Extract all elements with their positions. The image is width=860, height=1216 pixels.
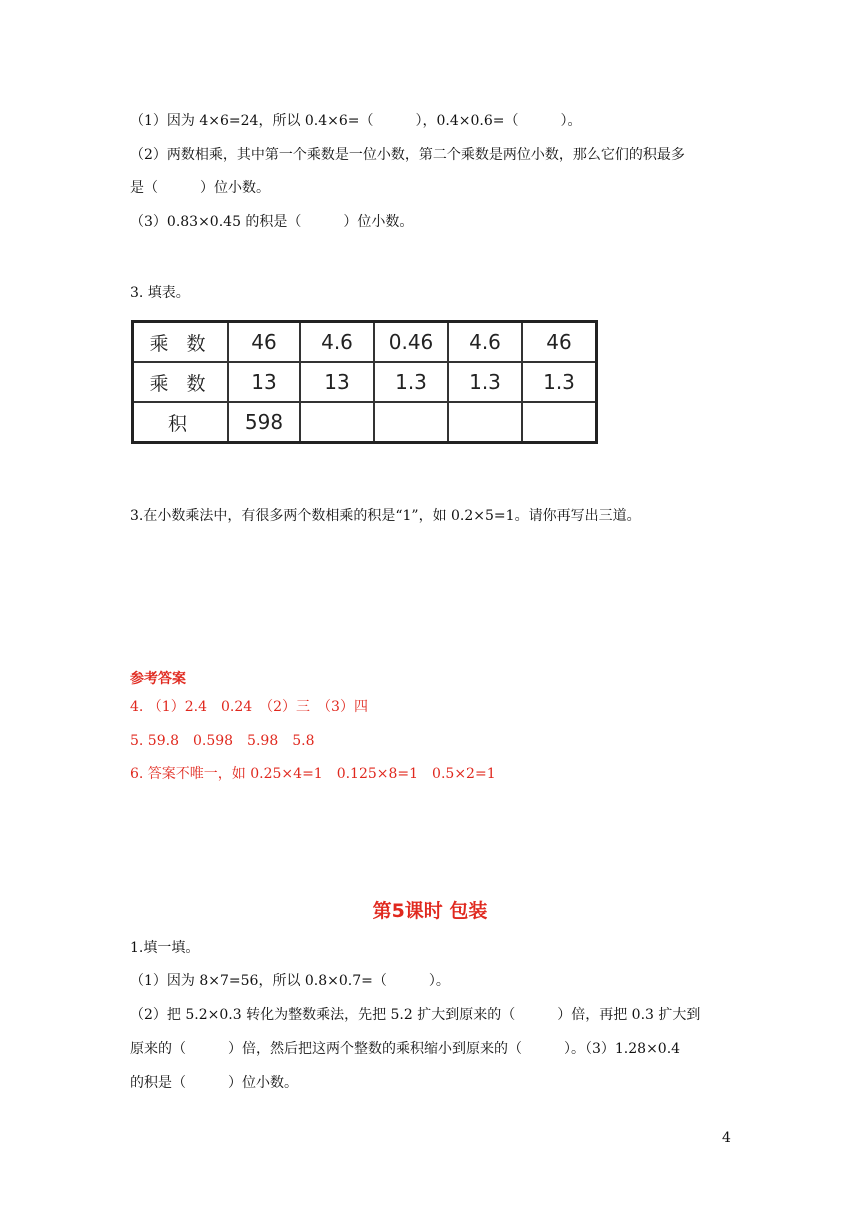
row-label: 乘 数 [133, 362, 229, 402]
answer-4: 4. （1）2.4 0.24 （2）三 （3）四 [130, 699, 368, 715]
table-cell: 1.3 [374, 362, 448, 402]
table-cell: 4.6 [448, 322, 522, 363]
page-number: 4 [722, 1130, 731, 1146]
answer-blank-cell[interactable] [448, 402, 522, 443]
table-cell: 598 [228, 402, 300, 443]
lesson-title: 第5课时 包装 [372, 900, 488, 922]
lesson-q1-heading: 1.填一填。 [130, 940, 200, 956]
q-prev-line-1: （1）因为 4×6=24，所以 0.4×6=（ ），0.4×0.6=（ ）。 [130, 113, 582, 129]
table-question-heading: 3. 填表。 [130, 285, 190, 301]
lesson-q1-line-2: （2）把 5.2×0.3 转化为整数乘法，先把 5.2 扩大到原来的（ ）倍，再把 0.3 扩大到 [130, 1007, 701, 1023]
row-label: 积 [133, 402, 229, 443]
lesson-q1-line-4: 的积是（ ）位小数。 [130, 1075, 298, 1091]
lesson-q1-line-3: 原来的（ ）倍，然后把这两个整数的乘积缩小到原来的（ ）。（3）1.28×0.4 [130, 1041, 681, 1057]
table-row [133, 402, 597, 443]
row-label: 乘 数 [133, 322, 229, 363]
write-question: 3.在小数乘法中，有很多两个数相乘的积是“1”，如 0.2×5=1。请你再写出三道。 [130, 508, 641, 524]
table-cell: 1.3 [522, 362, 597, 402]
answers-title: 参考答案 [130, 671, 186, 687]
answer-blank-cell[interactable] [522, 402, 597, 443]
q-prev-line-3: 是（ ）位小数。 [130, 180, 270, 196]
table-cell: 46 [522, 322, 597, 363]
table-row [133, 362, 597, 402]
table-cell: 13 [228, 362, 300, 402]
table-cell: 4.6 [300, 322, 374, 363]
q-prev-line-4: （3）0.83×0.45 的积是（ ）位小数。 [130, 214, 414, 230]
lesson-q1-line-1: （1）因为 8×7=56，所以 0.8×0.7=（ ）。 [130, 973, 450, 989]
multiplication-table [131, 320, 598, 444]
answer-6: 6. 答案不唯一，如 0.25×4=1 0.125×8=1 0.5×2=1 [130, 766, 496, 782]
answer-5: 5. 59.8 0.598 5.98 5.8 [130, 733, 315, 749]
q-prev-line-2: （2）两数相乘，其中第一个乘数是一位小数，第二个乘数是两位小数，那么它们的积最多 [130, 147, 685, 163]
table-cell: 46 [228, 322, 300, 363]
table-cell: 1.3 [448, 362, 522, 402]
table-cell: 0.46 [374, 322, 448, 363]
table-row [133, 322, 597, 363]
answer-blank-cell[interactable] [374, 402, 448, 443]
answer-blank-cell[interactable] [300, 402, 374, 443]
table-cell: 13 [300, 362, 374, 402]
